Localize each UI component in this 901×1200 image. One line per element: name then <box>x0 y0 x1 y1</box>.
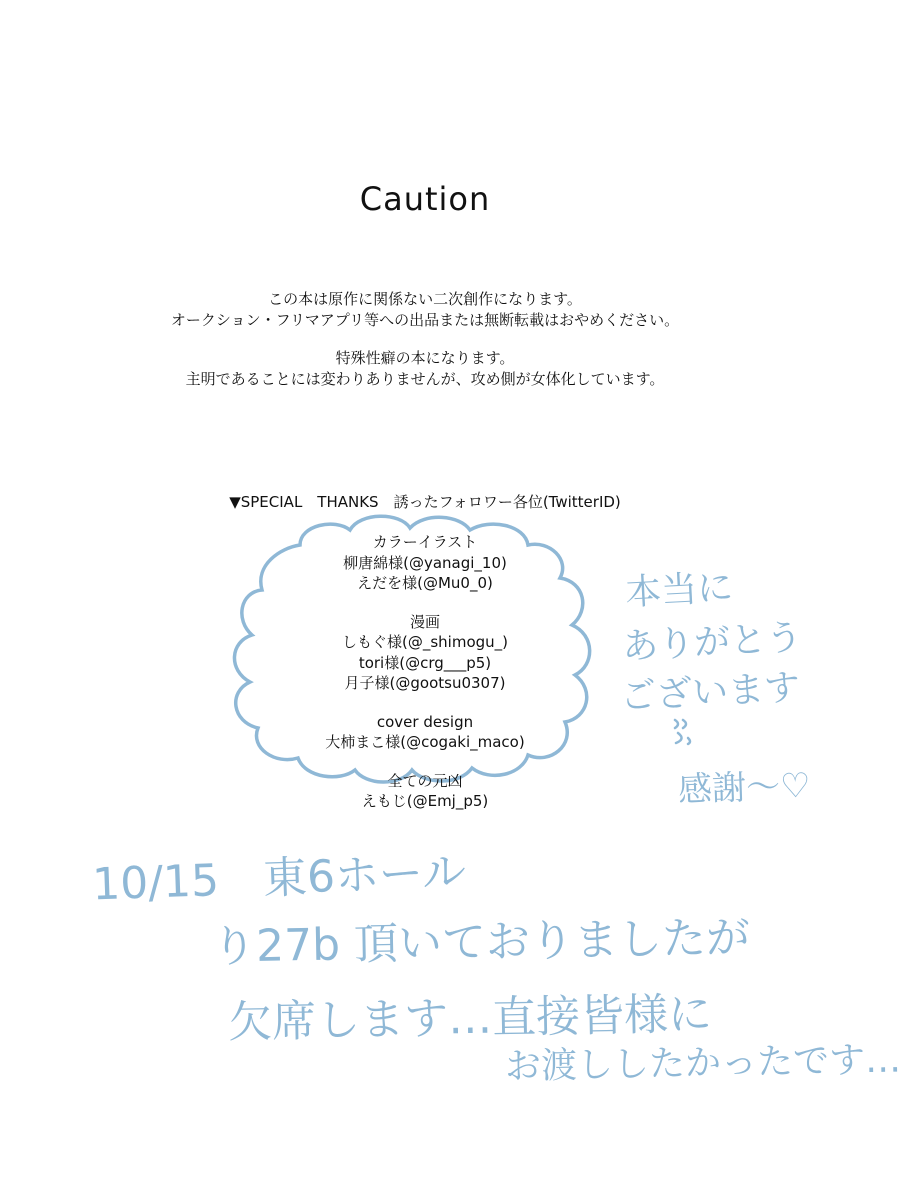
caution-line: 主明であることには変わりありませんが、攻め側が女体化しています。 <box>185 370 665 388</box>
credit-name: えもじ(@Emj_p5) <box>361 792 489 810</box>
caution-title: Caution <box>359 180 491 218</box>
credit-name: 柳唐綿様(@yanagi_10) <box>343 553 507 572</box>
credit-name: 月子様(@gootsu0307) <box>344 674 506 692</box>
handwritten-thanks-line: 本当に <box>624 567 735 614</box>
credit-section-label: cover design <box>376 712 474 731</box>
caution-line: 特殊性癖の本になります。 <box>335 349 515 367</box>
credit-name: しもぐ様(@_shimogu_) <box>341 633 508 651</box>
handwritten-notice-line: 10/15 東6ホール <box>91 846 467 911</box>
special-thanks-heading: ▼SPECIAL THANKS 誘ったフォロワー各位(TwitterID) <box>229 493 621 511</box>
credit-name: えだを様(@Mu0_0) <box>357 574 493 592</box>
caution-line: この本は原作に関係ない二次創作になります。 <box>268 290 582 308</box>
credit-section-label: カラーイラスト <box>372 533 478 551</box>
handwritten-thanks-line: ありがとう <box>621 617 804 668</box>
credit-name: 大柿まこ様(@cogaki_maco) <box>325 733 525 751</box>
credit-section-label: 全ての元凶 <box>387 771 463 790</box>
credit-name: tori様(@crg___p5) <box>358 653 492 672</box>
doodle-dots-icon <box>675 720 690 744</box>
caution-line: オークション・フリマアプリ等への出品または無断転載はおやめください。 <box>170 311 680 329</box>
handwritten-notice-line: り27b 頂いておりましたが <box>211 912 751 973</box>
handwritten-thanks-line: ございます <box>619 667 802 718</box>
handwritten-notice-line: お渡ししたかったです… <box>504 1039 901 1088</box>
handwritten-thanks-line: 感謝〜♡ <box>677 765 812 811</box>
handwritten-notice-line: 欠席します…直接皆様に <box>227 988 713 1049</box>
credit-section-label: 漫画 <box>409 612 440 631</box>
